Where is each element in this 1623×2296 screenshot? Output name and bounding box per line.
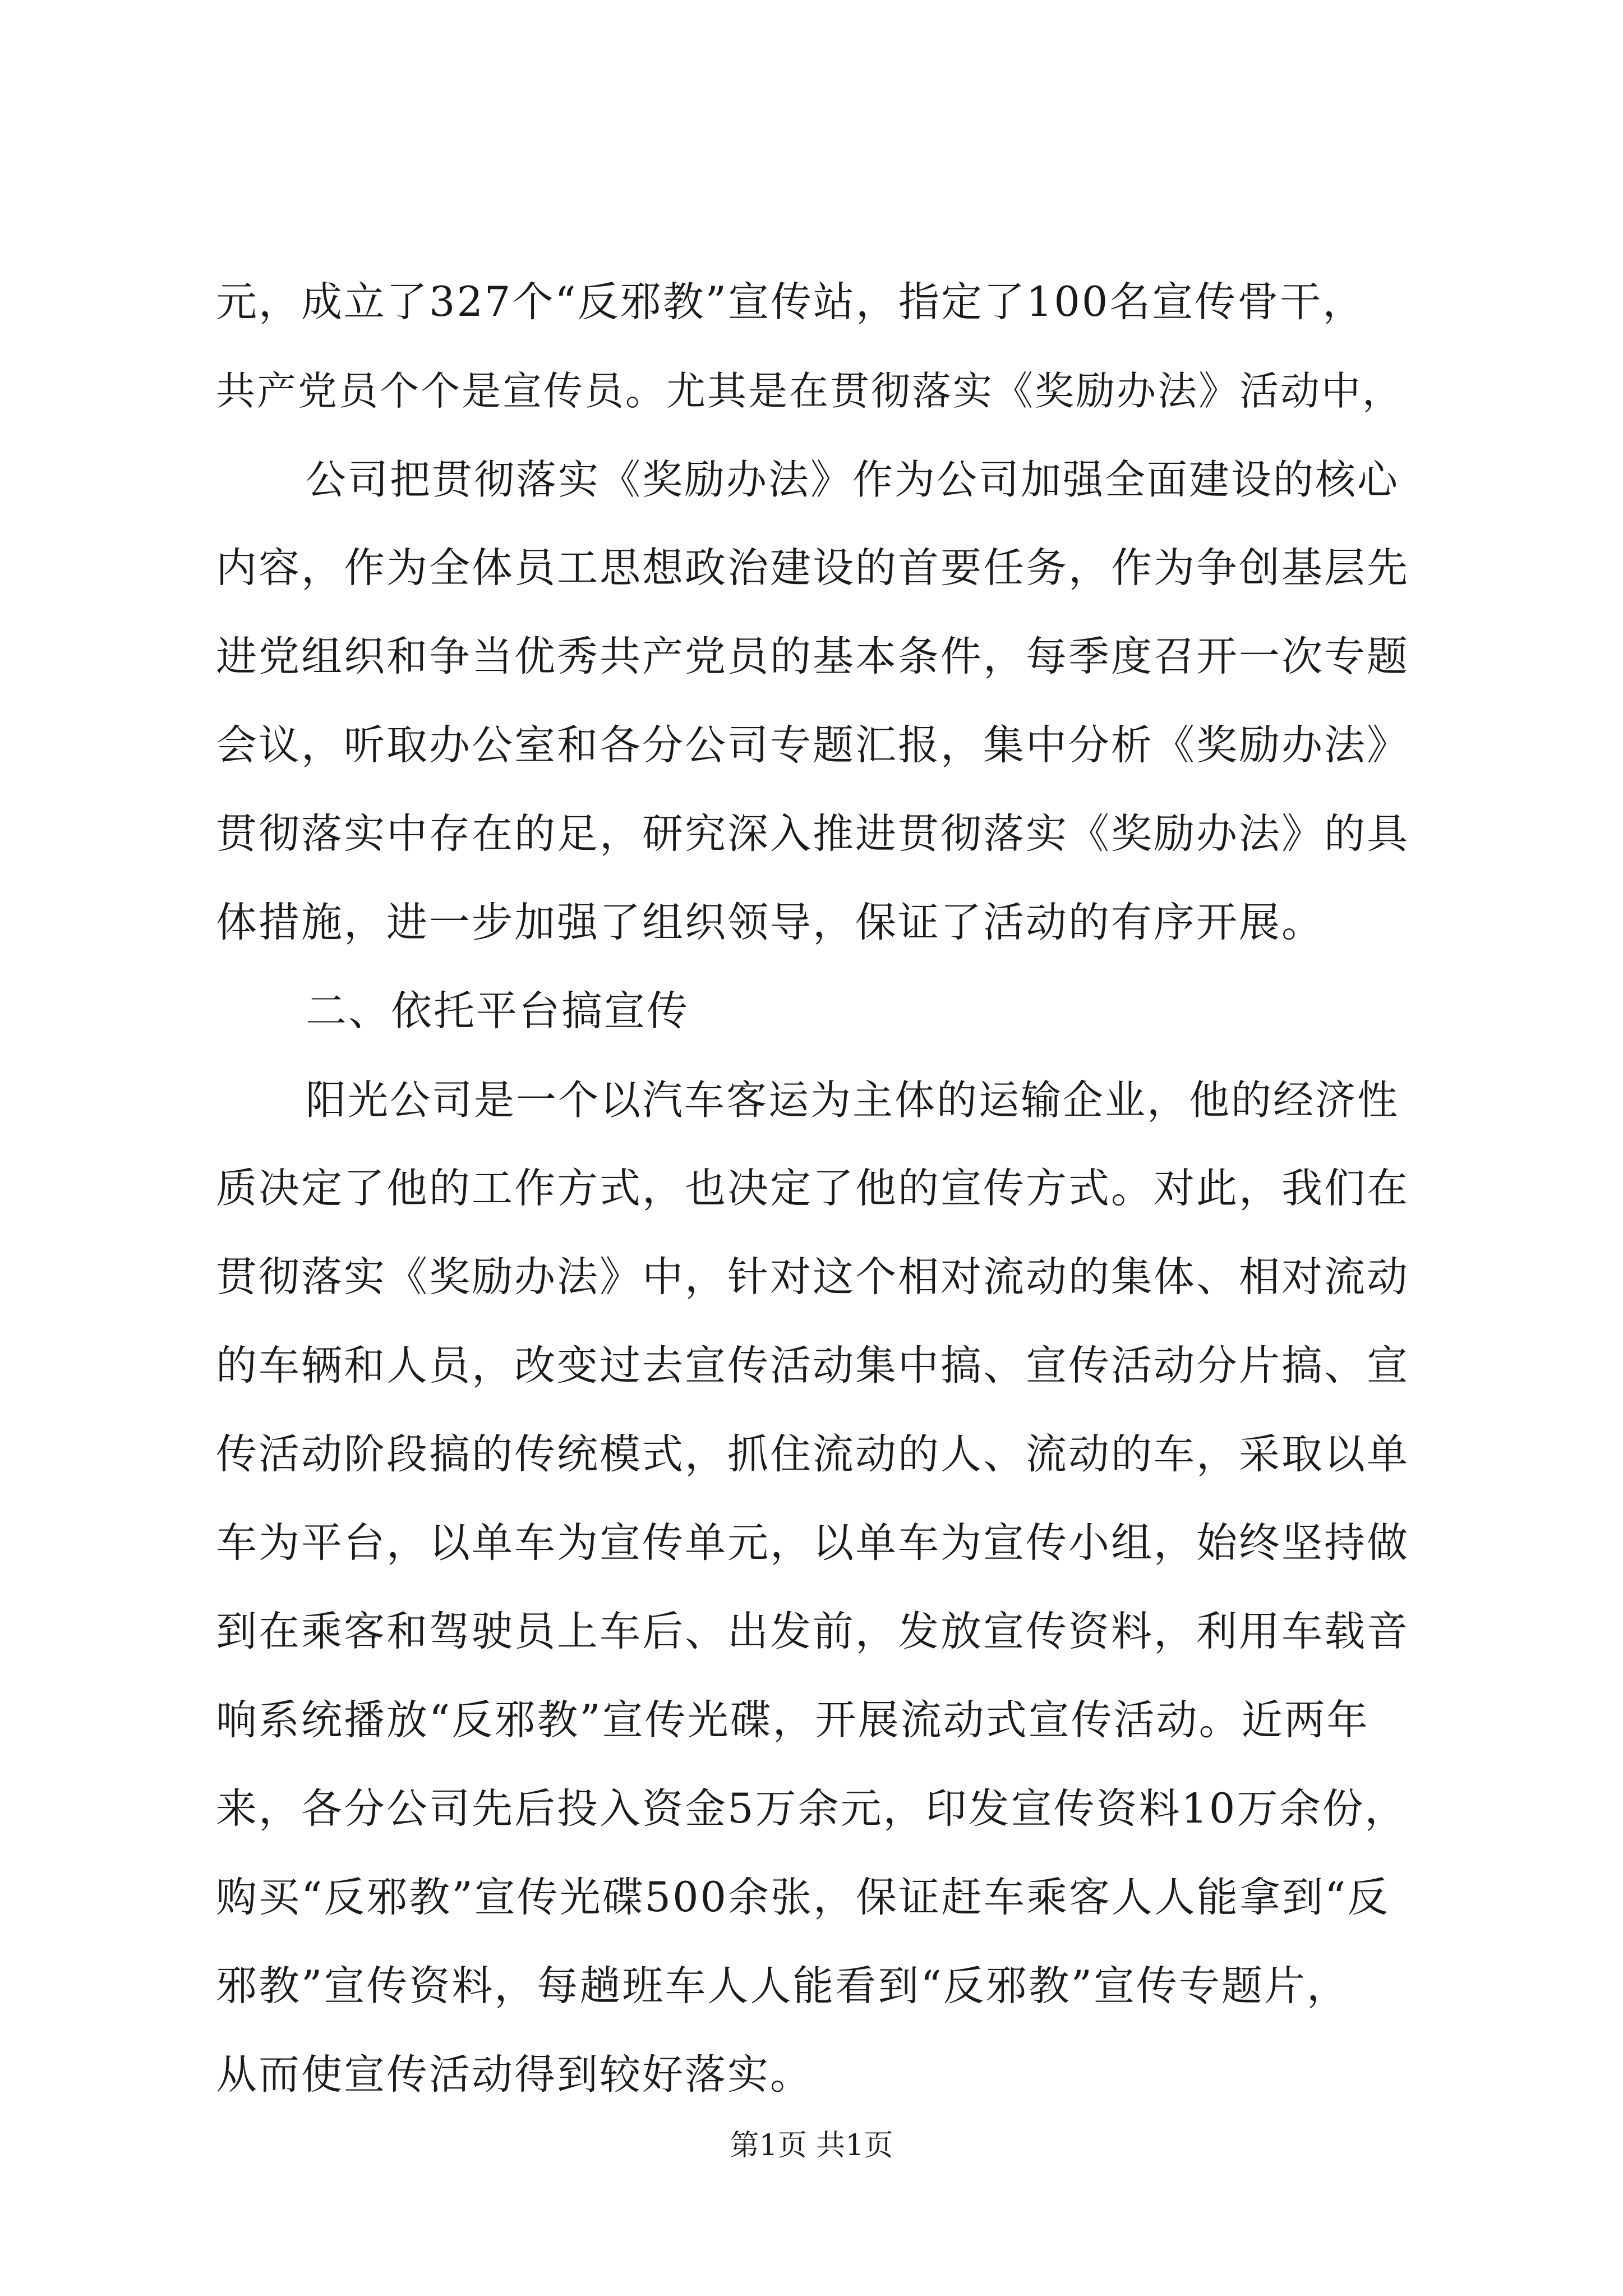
text-line: 内容，作为全体员工思想政治建设的首要任务，作为争创基层先 (216, 544, 1409, 592)
text-line: 的车辆和人员，改变过去宣传活动集中搞、宣传活动分片搞、宣 (216, 1342, 1409, 1389)
text-line: 到在乘客和驾驶员上车后、出发前，发放宣传资料，利用车载音 (216, 1608, 1409, 1655)
text-line: 来，各分公司先后投入资金5万余元，印发宣传资料10万余份， (216, 1785, 1408, 1833)
text-line: 进党组织和争当优秀共产党员的基本条件，每季度召开一次专题 (216, 633, 1409, 680)
text-line: 邪教”宣传资料，每趟班车人人能看到“反邪教”宣传专题片， (216, 1962, 1349, 2010)
text-line: 购买“反邪教”宣传光碟500余张，保证赶车乘客人人能拿到“反 (216, 1874, 1390, 1921)
text-line: 质决定了他的工作方式，也决定了他的宣传方式。对此，我们在 (216, 1165, 1409, 1212)
paragraph-start-line: 公司把贯彻落实《奖励办法》作为公司加强全面建设的核心 (306, 456, 1400, 503)
text-line: 贯彻落实《奖励办法》中，针对这个相对流动的集体、相对流动 (216, 1253, 1409, 1301)
text-line: 体措施，进一步加强了组织领导，保证了活动的有序开展。 (216, 899, 1324, 946)
text-line: 共产党员个个是宣传员。尤其是在贯彻落实《奖励办法》活动中， (216, 368, 1403, 414)
paragraph-start-line: 阳光公司是一个以汽车客运为主体的运输企业，他的经济性 (306, 1076, 1400, 1124)
text-line: 响系统播放“反邪教”宣传光碟，开展流动式宣传活动。近两年 (216, 1696, 1370, 1744)
page-footer: 第1页 共1页 (730, 2129, 893, 2162)
text-line: 元，成立了327个“反邪教”宣传站，指定了100名宣传骨干， (216, 278, 1366, 326)
text-line: 从而使宣传活动得到较好落实。 (216, 2051, 813, 2099)
document-body (216, 258, 1410, 2119)
text-line: 传活动阶段搞的传统模式，抓住流动的人、流动的车，采取以单 (216, 1430, 1409, 1478)
text-line: 贯彻落实中存在的足，研究深入推进贯彻落实《奖励办法》的具 (216, 810, 1409, 858)
text-line: 会议，听取办公室和各分公司专题汇报，集中分析《奖励办法》 (216, 721, 1409, 769)
text-line: 车为平台，以单车为宣传单元，以单车为宣传小组，始终坚持做 (216, 1519, 1409, 1567)
section-heading: 二、依托平台搞宣传 (306, 987, 689, 1035)
